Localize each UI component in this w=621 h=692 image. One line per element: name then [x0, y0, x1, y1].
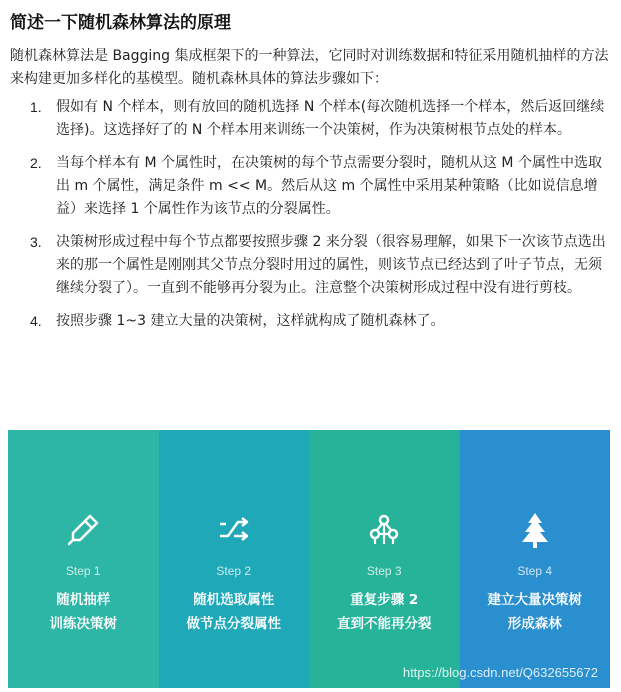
step-label: Step 2: [216, 564, 252, 578]
panel-line-2: 形成森林: [507, 616, 562, 632]
intro-paragraph: 随机森林算法是 Bagging 集成框架下的一种算法，它同时对训练数据和特征采用随机抽样的方法来构建更加多样化的基模型。随机森林具体的算法步骤如下：: [10, 48, 609, 87]
list-item: [0, 310, 612, 333]
banner-panel-step-2: [159, 430, 310, 688]
list-item: [0, 231, 612, 300]
step-text: 假如有 N 个样本，则有放回的随机选择 N 个样本(每次随机选择一个样本，然后返回继续选择)。这选择好了的 N 个样本用来训练一个决策树，作为决策树根节点处的样本。: [56, 99, 605, 138]
list-item: [0, 96, 612, 142]
step-label: Step 1: [65, 564, 101, 578]
tree-icon: [515, 510, 555, 550]
step-text: 决策树形成过程中每个节点都要按照步骤 2 来分裂（很容易理解，如果下一次该节点选出来的那一个属性是刚刚其父节点分裂时用过的属性，则该节点已经达到了叶子节点，无须继续分裂了）。一直到不能够再分裂为止。注意整个决策树形成过程中没有进行剪枝。: [56, 234, 606, 296]
step-number: 3.: [30, 234, 42, 250]
step-text: 当每个样本有 M 个属性时，在决策树的每个节点需要分裂时，随机从这 M 个属性中选取出 m 个属性，满足条件 m << M。然后从这 m 个属性中采用某种策略（比如说信息增益）来选择 1 个属性作为该节点的分裂属性。: [56, 155, 602, 217]
list-item: [0, 152, 612, 221]
banner-panel-step-3: [309, 430, 460, 688]
step-number: 1.: [30, 99, 42, 115]
nodes-icon: [364, 510, 404, 550]
watermark-url: https://blog.csdn.net/Q632655672: [402, 665, 598, 680]
steps-list: [0, 96, 621, 343]
page-title: 简述一下随机森林算法的原理: [10, 13, 231, 33]
step-text: 按照步骤 1~3 建立大量的决策树，这样就构成了随机森林了。: [56, 313, 445, 329]
panel-line-1: 建立大量决策树: [487, 592, 582, 608]
step-number: 4.: [30, 313, 42, 329]
banner-panel-step-4: [460, 430, 611, 688]
pen-icon: [63, 510, 103, 550]
shuffle-icon: [214, 510, 254, 550]
panel-line-1: 重复步骤 2: [350, 592, 419, 608]
panel-line-2: 训练决策树: [49, 616, 117, 632]
banner-panel-step-1: [8, 430, 159, 688]
panel-line-2: 做节点分裂属性: [186, 616, 281, 632]
panel-line-1: 随机抽样: [56, 592, 111, 608]
panel-line-2: 直到不能再分裂: [337, 616, 432, 632]
step-label: Step 4: [517, 564, 553, 578]
panel-line-1: 随机选取属性: [193, 592, 275, 608]
step-number: 2.: [30, 155, 42, 171]
step-label: Step 3: [366, 564, 402, 578]
steps-banner: [8, 430, 610, 688]
